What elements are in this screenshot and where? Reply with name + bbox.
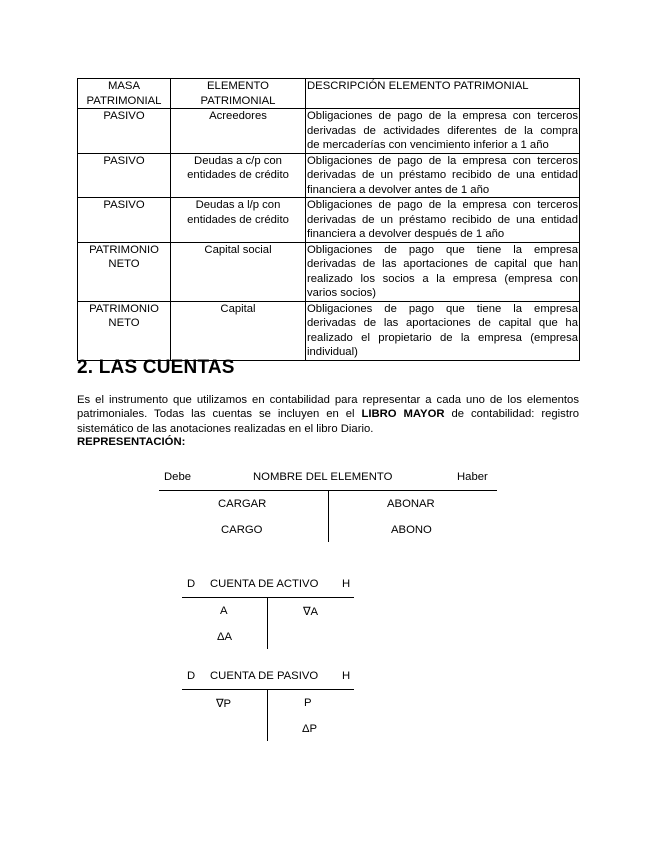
cell-elemento: Capital <box>171 301 306 360</box>
description-line: derivadas de actividades diferentes de la compra <box>307 124 578 137</box>
cell-descripcion <box>306 242 580 301</box>
table-row <box>78 109 580 154</box>
t-general-cargo: CARGO <box>221 524 263 536</box>
description-line: financiera a devolver antes de 1 año <box>307 183 490 196</box>
t-activo-h: H <box>342 578 351 590</box>
cell-elemento: Capital social <box>171 242 306 301</box>
description-line: realizado el propietario de la empresa (empresa <box>307 331 578 344</box>
t-general-abono: ABONO <box>391 524 432 536</box>
table-row <box>78 301 580 360</box>
description-line: financiera a devolver después de 1 año <box>307 228 505 240</box>
description-line: Obligaciones de pago de la empresa con terceros <box>307 154 578 167</box>
cell-elemento: Deudas a c/p con entidades de crédito <box>171 153 306 198</box>
t-general-abonar: ABONAR <box>387 498 435 510</box>
t-general-debe: Debe <box>164 471 192 483</box>
cell-masa: PASIVO <box>78 153 171 198</box>
t-pasivo-h: H <box>342 670 351 682</box>
section-title: 2. LAS CUENTAS <box>77 357 235 378</box>
header-elemento: ELEMENTO PATRIMONIAL <box>171 79 306 109</box>
cell-descripcion <box>306 301 580 360</box>
description-line: varios socios) <box>307 287 377 299</box>
t-activo-hline <box>182 597 354 598</box>
t-pasivo-vline <box>267 689 268 741</box>
t-general-haber: Haber <box>457 471 488 483</box>
t-pasivo-hline <box>182 689 354 690</box>
table-header-row <box>78 79 580 109</box>
t-pasivo-right-2: ΔP <box>302 723 318 735</box>
header-masa: MASA PATRIMONIAL <box>78 79 171 109</box>
description-line: derivadas de un préstamo recibido de una entidad <box>307 169 578 181</box>
t-general-vline <box>328 490 329 542</box>
t-activo-right-1: ∇A <box>303 606 319 618</box>
paragraph-text-1: Es el instrumento que utilizamos en contabilidad para representar a cada uno de los elementos patrimoniales. Todas las cuentas se incluyen en el <box>77 394 579 421</box>
description-line: de mercaderías con vencimiento inferior a 1 año <box>307 139 549 151</box>
t-pasivo-left-1: ∇P <box>216 698 232 710</box>
cell-elemento: Acreedores <box>171 109 306 154</box>
header-descripcion: DESCRIPCIÓN ELEMENTO PATRIMONIAL <box>306 79 580 109</box>
cell-elemento: Deudas a l/p con entidades de crédito <box>171 198 306 243</box>
patrimonial-elements-table <box>77 78 580 361</box>
table-row <box>78 153 580 198</box>
description-line: derivadas de las aportaciones de capital que ha <box>307 317 578 329</box>
t-pasivo-d: D <box>187 670 196 682</box>
description-line: individual) <box>307 346 358 358</box>
description-line: realizado los socios a la empresa (empresa con <box>307 272 578 285</box>
t-general-cargar: CARGAR <box>218 498 267 510</box>
cell-descripcion <box>306 109 580 154</box>
t-pasivo-right-1: P <box>304 697 312 709</box>
cell-descripcion <box>306 198 580 243</box>
cell-masa: PATRIMONIO NETO <box>78 242 171 301</box>
cell-masa: PATRIMONIO NETO <box>78 301 171 360</box>
t-activo-d: D <box>187 578 196 590</box>
description-line: Obligaciones de pago que tiene la empresa <box>307 302 578 315</box>
description-line: Obligaciones de pago que tiene la empresa <box>307 243 578 256</box>
t-activo-left-1: A <box>220 605 228 617</box>
table-row <box>78 242 580 301</box>
t-activo-title: CUENTA DE ACTIVO <box>210 578 319 590</box>
t-activo-left-2: ΔA <box>217 631 233 643</box>
t-pasivo-title: CUENTA DE PASIVO <box>210 670 319 682</box>
t-activo-vline <box>267 597 268 649</box>
table-row <box>78 198 580 243</box>
paragraph-bold-libro-mayor: LIBRO MAYOR <box>361 408 445 421</box>
t-general-title: NOMBRE DEL ELEMENTO <box>253 471 393 483</box>
cell-masa: PASIVO <box>78 198 171 243</box>
cell-masa: PASIVO <box>78 109 171 154</box>
description-line: Obligaciones de pago de la empresa con terceros <box>307 110 578 122</box>
representation-label: REPRESENTACIÓN: <box>77 436 186 448</box>
description-line: Obligaciones de pago de la empresa con terceros <box>307 199 578 211</box>
section-paragraph <box>77 393 579 436</box>
cell-descripcion <box>306 153 580 198</box>
description-line: derivadas de un préstamo recibido de una entidad <box>307 213 578 226</box>
description-line: derivadas de las aportaciones de capital que han <box>307 258 578 270</box>
paragraph-text-2: de contabilidad: registro sistemático de las anotaciones realizadas en el libro Diario. <box>77 408 580 435</box>
